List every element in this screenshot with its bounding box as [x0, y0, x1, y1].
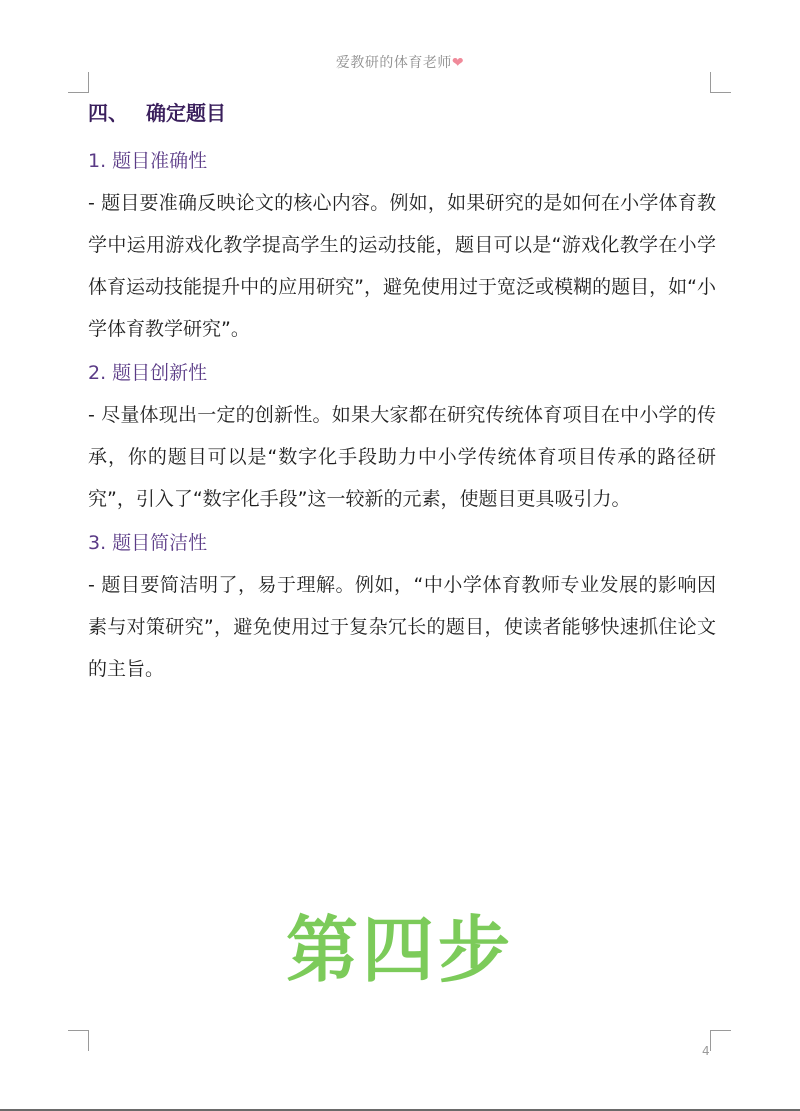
item-subtitle: 2. 题目创新性	[88, 362, 208, 384]
item-paragraph: - 题目要准确反映论文的核心内容。例如，如果研究的是如何在小学体育教学中运用游戏化教学提高学生的运动技能，题目可以是“游戏化教学在小学体育运动技能提升中的应用研究”，避免使用过于宽泛或模糊的题目，如“小学体育教学研究”。	[88, 192, 716, 340]
corner-mark-bottom-left	[68, 1030, 89, 1051]
header-title: 爱教研的体育老师	[335, 55, 452, 71]
heart-icon: ❤	[451, 55, 465, 71]
item-paragraph: - 尽量体现出一定的创新性。如果大家都在研究传统体育项目在中小学的传承，你的题目可以是“数字化手段助力中小学传统体育项目传承的路径研究”，引入了“数字化手段”这一较新的元素，使题目更具吸引力。	[88, 404, 716, 510]
list-item	[88, 144, 716, 350]
item-subtitle: 1. 题目准确性	[88, 150, 208, 172]
list-item	[88, 356, 716, 520]
list-item	[88, 526, 716, 690]
corner-mark-bottom-right	[710, 1030, 731, 1051]
page-header	[0, 52, 800, 72]
section-number: 四、	[88, 101, 128, 125]
step-mark: 第四步	[285, 908, 514, 992]
item-subtitle: 3. 题目简洁性	[88, 532, 208, 554]
page-number: 4	[702, 1044, 710, 1058]
item-paragraph: - 题目要简洁明了，易于理解。例如，“中小学体育教师专业发展的影响因素与对策研究”，避免使用过于复杂冗长的题目，使读者能够快速抓住论文的主旨。	[88, 574, 716, 680]
corner-mark-top-left	[68, 72, 89, 93]
document-body	[88, 96, 716, 696]
corner-mark-top-right	[710, 72, 731, 93]
section-heading	[88, 96, 716, 130]
section-title: 确定题目	[146, 101, 226, 125]
